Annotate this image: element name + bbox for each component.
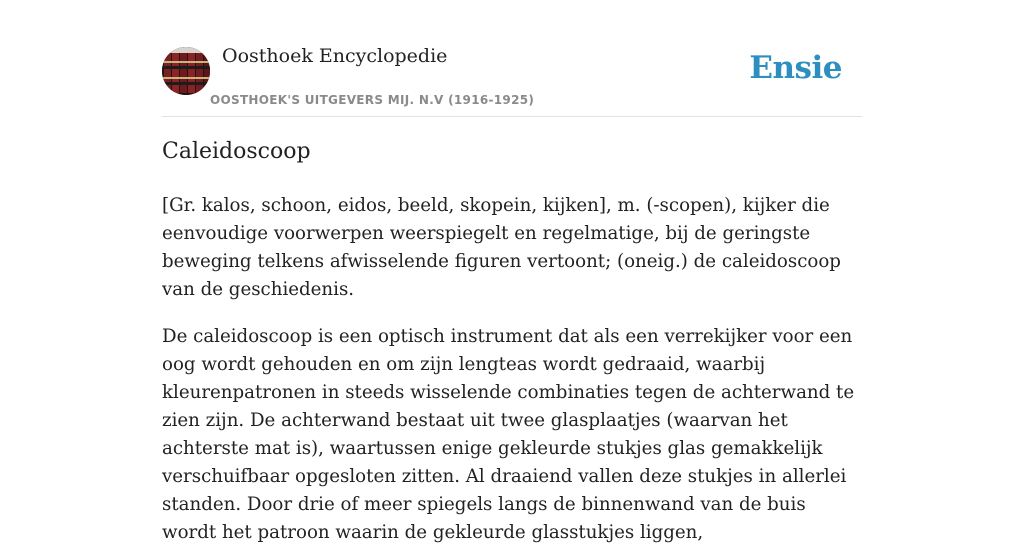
book-title[interactable]: Oosthoek Encyclopedie: [222, 45, 448, 67]
source-header: [162, 0, 862, 117]
ensie-logo-link[interactable]: Ensie: [749, 50, 842, 86]
entry-paragraph-definition: [Gr. kalos, schoon, eidos, beeld, skopein, kijken], m. (-scopen), kijker die eenvoudige voorwerpen weerspiegelt en regelmatige, bij de geringste beweging telkens afwisselende figuren vertoont; (oneig.) de caleidoscoop van de geschiedenis.: [162, 195, 841, 300]
entry-paragraph-description: De caleidoscoop is een optisch instrument dat als een verrekijker voor een oog wordt gehouden en om zijn lengteas wordt gedraaid, waarbij kleurenpatronen in steeds wisselende combinaties tegen de achterwand te zien zijn. De achterwand bestaat uit twee glasplaatjes (waarvan het achterste mat is), waartussen enige gekleurde stukjes glas gemakkelijk verschuifbaar opgesloten zitten. Al draaiend vallen deze stukjes in allerlei standen. Door drie of meer spiegels langs de binnenwand van de buis wordt het patroon waarin de gekleurde glasstukjes liggen,: [162, 326, 855, 543]
publisher-label: OOSTHOEK'S UITGEVERS MIJ. N.V (1916-1925): [210, 93, 535, 107]
page-container: [162, 0, 862, 543]
book-spines-icon: [162, 47, 210, 95]
book-cover-avatar[interactable]: [162, 47, 210, 95]
entry-title: Caleidoscoop: [162, 139, 311, 164]
